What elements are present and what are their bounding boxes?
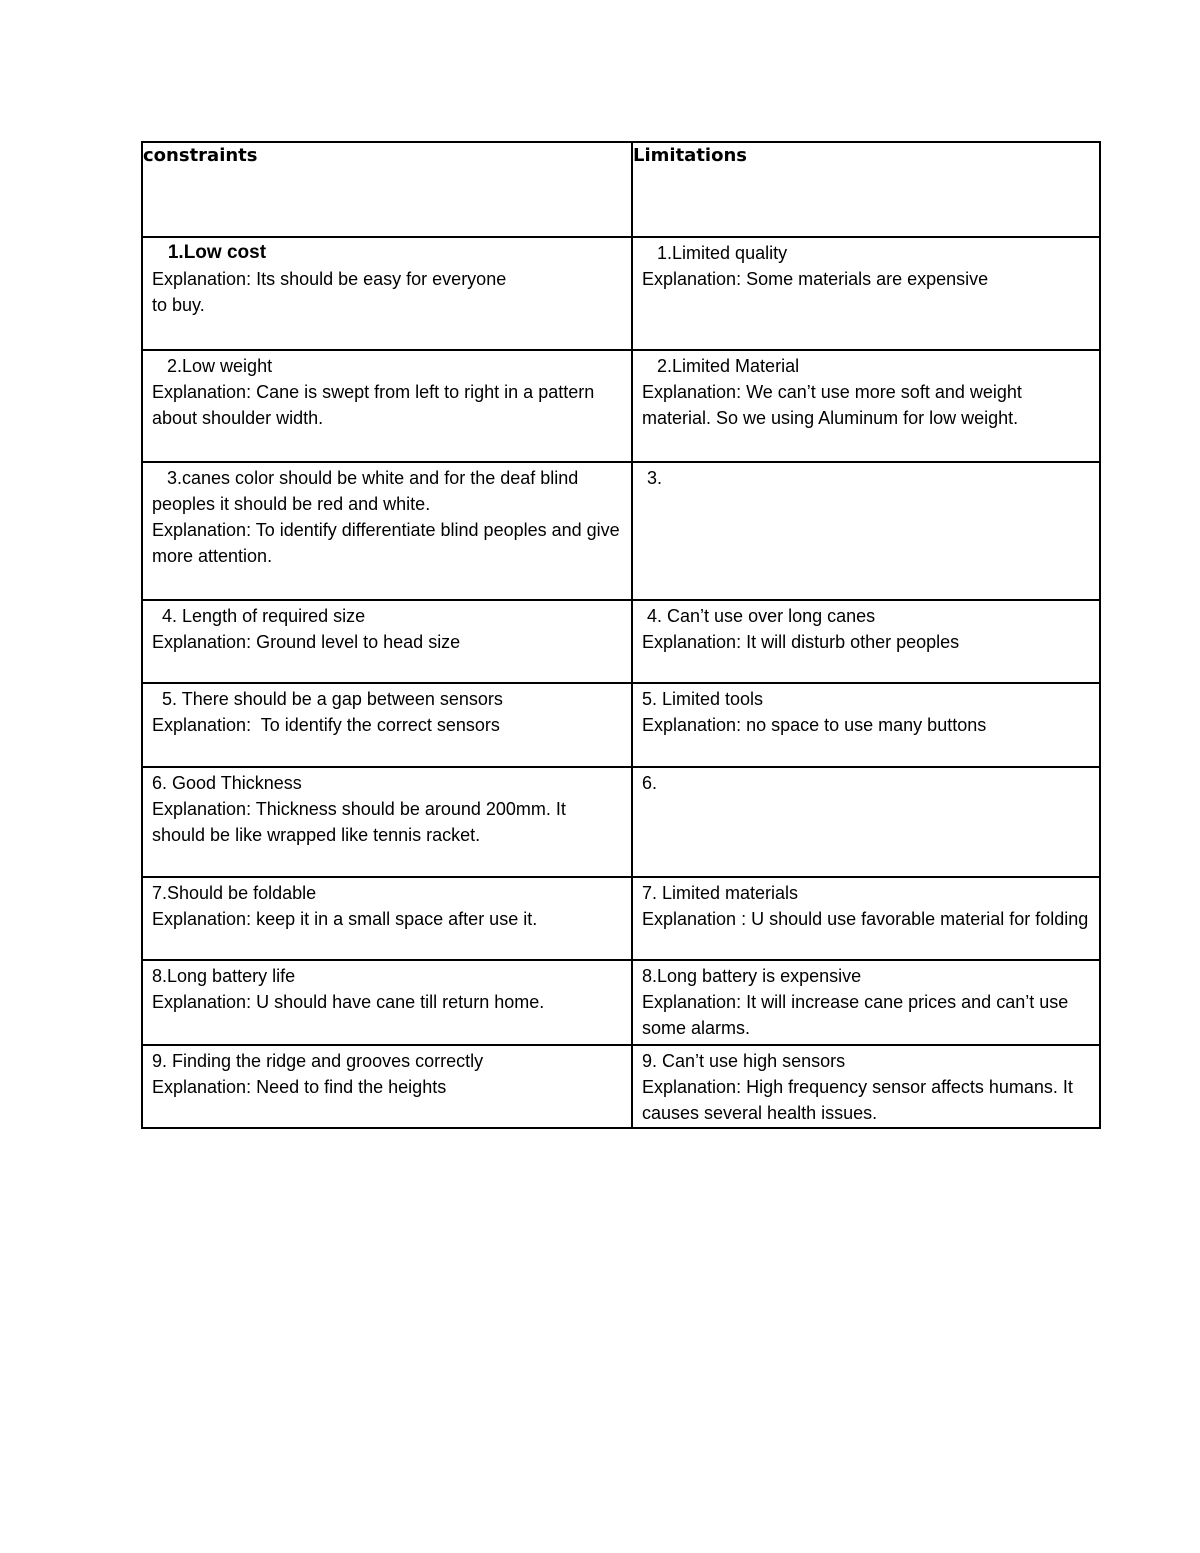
constraint-title: 2.Low weight xyxy=(152,356,273,376)
limitation-title: 7. Limited materials xyxy=(642,883,799,903)
constraint-cell xyxy=(142,462,632,600)
table-row xyxy=(142,462,1100,600)
header-limitations: Limitations xyxy=(632,142,1100,237)
constraint-explanation: Explanation: Ground level to head size xyxy=(152,632,461,652)
limitation-explanation: Explanation: We can’t use more soft and weight material. So we using Aluminum for low weight. xyxy=(642,382,1027,428)
constraint-explanation: Explanation: To identify the correct sensors xyxy=(152,715,500,735)
limitation-title: 8.Long battery is expensive xyxy=(642,966,862,986)
table-row xyxy=(142,767,1100,877)
limitation-title: 4. Can’t use over long canes xyxy=(642,606,876,626)
limitation-title: 1.Limited quality xyxy=(642,243,788,263)
limitation-cell xyxy=(632,237,1100,350)
limitation-explanation: Explanation: no space to use many buttons xyxy=(642,715,987,735)
limitation-title: 2.Limited Material xyxy=(642,356,800,376)
limitation-cell xyxy=(632,462,1100,600)
limitation-explanation: Explanation : U should use favorable material for folding xyxy=(642,909,1089,929)
constraint-explanation: Explanation: Need to find the heights xyxy=(152,1077,447,1097)
constraint-explanation: Explanation: Cane is swept from left to right in a pattern about shoulder width. xyxy=(152,382,600,428)
header-constraints: constraints xyxy=(142,142,632,237)
constraint-title: 9. Finding the ridge and grooves correctly xyxy=(152,1051,484,1071)
constraint-explanation: Explanation: U should have cane till return home. xyxy=(152,992,545,1012)
limitation-cell xyxy=(632,1045,1100,1128)
table-row xyxy=(142,683,1100,767)
limitation-explanation: Explanation: It will disturb other peoples xyxy=(642,632,960,652)
limitation-cell xyxy=(632,960,1100,1045)
limitation-cell xyxy=(632,877,1100,960)
constraint-cell xyxy=(142,877,632,960)
limitation-cell xyxy=(632,683,1100,767)
constraint-explanation: Explanation: Thickness should be around 200mm. It should be like wrapped like tennis racket. xyxy=(152,799,571,845)
table-row xyxy=(142,877,1100,960)
constraint-title: 1.Low cost xyxy=(152,242,267,263)
constraint-cell xyxy=(142,1045,632,1128)
constraint-explanation: Explanation: Its should be easy for everyone to buy. xyxy=(152,269,507,315)
constraint-cell xyxy=(142,960,632,1045)
constraint-cell xyxy=(142,767,632,877)
constraint-title: 3.canes color should be white and for the deaf blind peoples it should be red and white. xyxy=(152,468,584,514)
constraint-title: 7.Should be foldable xyxy=(152,883,317,903)
constraint-explanation: Explanation: To identify differentiate blind peoples and give more attention. xyxy=(152,520,625,566)
constraint-explanation: Explanation: keep it in a small space after use it. xyxy=(152,909,538,929)
constraint-title: 6. Good Thickness xyxy=(152,773,302,793)
constraint-title: 4. Length of required size xyxy=(152,606,366,626)
limitation-explanation: Explanation: It will increase cane prices and can’t use some alarms. xyxy=(642,992,1074,1038)
constraint-cell xyxy=(142,600,632,683)
limitation-title: 3. xyxy=(642,468,663,488)
limitation-cell xyxy=(632,600,1100,683)
limitation-cell xyxy=(632,767,1100,877)
limitation-explanation: Explanation: High frequency sensor affects humans. It causes several health issues. xyxy=(642,1077,1078,1123)
table-row xyxy=(142,350,1100,462)
limitation-explanation: Explanation: Some materials are expensive xyxy=(642,269,989,289)
table-row xyxy=(142,237,1100,350)
constraint-cell xyxy=(142,237,632,350)
table-row xyxy=(142,960,1100,1045)
limitation-title: 5. Limited tools xyxy=(642,689,764,709)
table-header-row xyxy=(142,142,1100,237)
constraint-title: 5. There should be a gap between sensors xyxy=(152,689,503,709)
table-row xyxy=(142,600,1100,683)
constraint-cell xyxy=(142,683,632,767)
table-row xyxy=(142,1045,1100,1128)
constraints-limitations-table xyxy=(141,141,1101,1129)
limitation-title: 9. Can’t use high sensors xyxy=(642,1051,846,1071)
constraint-title: 8.Long battery life xyxy=(152,966,296,986)
limitation-cell xyxy=(632,350,1100,462)
limitation-title: 6. xyxy=(642,773,658,793)
constraint-cell xyxy=(142,350,632,462)
